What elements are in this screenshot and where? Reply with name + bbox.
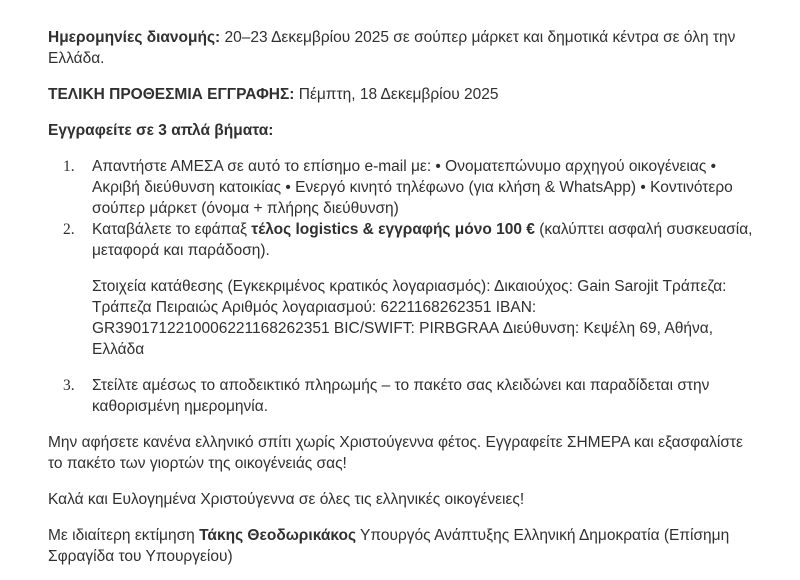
holiday-wishes-paragraph: [48, 489, 755, 510]
step-item-2: [48, 219, 755, 261]
step-number: 3.: [63, 377, 75, 394]
bank-details-text: Στοιχεία κατάθεσης (Εγκεκριμένος κρατικός λογαριασμός): Δικαιούχος: Gain Sarojit Τράπεζα: Τράπεζα Πειραιώς Αριθμός λογαριασμού: 6221168262351 IBAN: GR3901712210006221168262351 BIC/SWIFT: PIRBGRAA Διεύθυνση: Κεψέλη 69, Αθήνα, Ελλάδα: [92, 278, 727, 358]
signature-name: Τάκης Θεοδωρικάκος: [199, 527, 357, 544]
holiday-wishes-text: Καλά και Ευλογημένα Χριστούγεννα σε όλες τις ελληνικές οικογένειες!: [48, 491, 525, 508]
signature-paragraph: [48, 525, 755, 567]
distribution-dates-paragraph: [48, 27, 755, 69]
steps-heading-text: Εγγραφείτε σε 3 απλά βήματα:: [48, 122, 274, 139]
step-item-3: [48, 375, 755, 417]
registration-deadline-text: Πέμπτη, 18 Δεκεμβρίου 2025: [294, 86, 499, 103]
signature-pre-text: Με ιδιαίτερη εκτίμηση: [48, 527, 200, 544]
urgency-text: Μην αφήσετε κανένα ελληνικό σπίτι χωρίς Χριστούγεννα φέτος. Εγγραφείτε ΣΗΜΕΡΑ και εξασφαλίστε το πακέτο των γιορτών της οικογένειάς σας!: [48, 434, 743, 472]
step-number: 2.: [63, 221, 75, 238]
step-text: Απαντήστε ΑΜΕΣΑ σε αυτό το επίσημο e-mail με: • Ονοματεπώνυμο αρχηγού οικογένειας • Ακριβή διεύθυνση κατοικίας • Ενεργό κινητό τηλέφωνο (για κλήση & WhatsApp) • Κοντινότερο σούπερ μάρκετ (όνομα + πλήρης διεύθυνση): [92, 158, 733, 217]
step-number: 1.: [63, 158, 75, 175]
step-list-continued: [48, 375, 755, 417]
bank-details-paragraph: [92, 276, 755, 360]
distribution-dates-label: Ημερομηνίες διανομής:: [48, 29, 221, 46]
steps-heading: [48, 120, 755, 141]
signature-post-text: Υπουργός Ανάπτυξης Ελληνική Δημοκρατία (Επίσημη Σφραγίδα του Υπουργείου): [48, 527, 730, 565]
registration-deadline-label: ΤΕΛΙΚΗ ΠΡΟΘΕΣΜΙΑ ΕΓΓΡΑΦΗΣ:: [48, 86, 295, 103]
distribution-dates-text: 20–23 Δεκεμβρίου 2025 σε σούπερ μάρκετ και δημοτικά κέντρα σε όλη την Ελλάδα.: [48, 29, 736, 67]
step-text-post: (καλύπτει ασφαλή συσκευασία, μεταφορά και παράδοση).: [92, 221, 753, 259]
step-list: [48, 156, 755, 261]
step-text: Καταβάλετε το εφάπαξ: [92, 221, 252, 238]
step-text: Στείλτε αμέσως το αποδεικτικό πληρωμής – το πακέτο σας κλειδώνει και παραδίδεται στην καθορισμένη ημερομηνία.: [92, 377, 710, 415]
urgency-paragraph: [48, 432, 755, 474]
registration-deadline-paragraph: [48, 84, 755, 105]
step-text-bold: τέλος logistics & εγγραφής μόνο 100 €: [251, 221, 535, 238]
step-item-1: [48, 156, 755, 219]
